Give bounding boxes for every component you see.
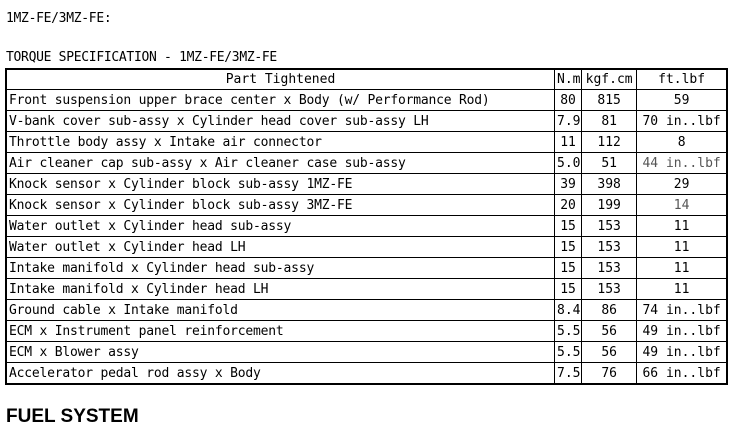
cell-part: V-bank cover sub-assy x Cylinder head cover sub-assy LH <box>6 111 555 132</box>
cell-ft: 59 <box>637 90 727 111</box>
table-row <box>6 153 727 174</box>
table-row <box>6 237 727 258</box>
cell-kgf: 81 <box>582 111 637 132</box>
table-row <box>6 216 727 237</box>
table-row <box>6 300 727 321</box>
cell-ft: 11 <box>637 237 727 258</box>
cell-part: Water outlet x Cylinder head sub-assy <box>6 216 555 237</box>
cell-ft: 14 <box>637 195 727 216</box>
cell-nm: 20 <box>555 195 582 216</box>
cell-nm: 8.4 <box>555 300 582 321</box>
table-row <box>6 258 727 279</box>
cell-nm: 15 <box>555 258 582 279</box>
cell-ft: 11 <box>637 279 727 300</box>
cell-ft: 66 in..lbf <box>637 363 727 385</box>
cell-nm: 80 <box>555 90 582 111</box>
cell-kgf: 153 <box>582 258 637 279</box>
cell-part: Throttle body assy x Intake air connector <box>6 132 555 153</box>
cell-part: Accelerator pedal rod assy x Body <box>6 363 555 385</box>
table-row <box>6 279 727 300</box>
cell-nm: 7.9 <box>555 111 582 132</box>
cell-kgf: 815 <box>582 90 637 111</box>
table-row <box>6 342 727 363</box>
cell-kgf: 76 <box>582 363 637 385</box>
cell-nm: 5.0 <box>555 153 582 174</box>
cell-ft: 29 <box>637 174 727 195</box>
cell-nm: 5.5 <box>555 321 582 342</box>
header-part-tightened: Part Tightened <box>6 69 555 90</box>
cell-part: Air cleaner cap sub-assy x Air cleaner case sub-assy <box>6 153 555 174</box>
cell-part: Intake manifold x Cylinder head LH <box>6 279 555 300</box>
table-row <box>6 174 727 195</box>
table-header-row <box>6 69 727 90</box>
cell-nm: 15 <box>555 216 582 237</box>
cell-nm: 7.5 <box>555 363 582 385</box>
torque-table <box>5 68 728 385</box>
cell-part: ECM x Blower assy <box>6 342 555 363</box>
table-row <box>6 195 727 216</box>
engine-label: 1MZ-FE/3MZ-FE: <box>6 11 112 26</box>
cell-ft: 44 in..lbf <box>637 153 727 174</box>
cell-nm: 39 <box>555 174 582 195</box>
header-ft-lbf: ft.lbf <box>637 69 727 90</box>
cell-part: Intake manifold x Cylinder head sub-assy <box>6 258 555 279</box>
cell-kgf: 86 <box>582 300 637 321</box>
cell-kgf: 199 <box>582 195 637 216</box>
header-kgf-cm: kgf.cm <box>582 69 637 90</box>
table-row <box>6 363 727 385</box>
table-row <box>6 132 727 153</box>
cell-kgf: 56 <box>582 321 637 342</box>
cell-ft: 8 <box>637 132 727 153</box>
cell-kgf: 112 <box>582 132 637 153</box>
cell-kgf: 153 <box>582 237 637 258</box>
cell-ft: 11 <box>637 216 727 237</box>
cell-part: Knock sensor x Cylinder block sub-assy 1MZ-FE <box>6 174 555 195</box>
table-row <box>6 321 727 342</box>
cell-kgf: 153 <box>582 279 637 300</box>
torque-spec-title: TORQUE SPECIFICATION - 1MZ-FE/3MZ-FE <box>6 50 277 65</box>
cell-nm: 15 <box>555 279 582 300</box>
cell-nm: 5.5 <box>555 342 582 363</box>
cell-kgf: 398 <box>582 174 637 195</box>
cell-part: Water outlet x Cylinder head LH <box>6 237 555 258</box>
cell-part: Front suspension upper brace center x Body (w/ Performance Rod) <box>6 90 555 111</box>
table-row <box>6 111 727 132</box>
cell-ft: 49 in..lbf <box>637 321 727 342</box>
cell-ft: 70 in..lbf <box>637 111 727 132</box>
cell-ft: 49 in..lbf <box>637 342 727 363</box>
fuel-system-heading: FUEL SYSTEM <box>6 406 139 427</box>
cell-ft: 11 <box>637 258 727 279</box>
cell-kgf: 153 <box>582 216 637 237</box>
torque-table-body <box>6 90 727 385</box>
table-row <box>6 90 727 111</box>
cell-kgf: 56 <box>582 342 637 363</box>
cell-kgf: 51 <box>582 153 637 174</box>
cell-ft: 74 in..lbf <box>637 300 727 321</box>
cell-part: Knock sensor x Cylinder block sub-assy 3MZ-FE <box>6 195 555 216</box>
cell-part: Ground cable x Intake manifold <box>6 300 555 321</box>
cell-nm: 15 <box>555 237 582 258</box>
cell-part: ECM x Instrument panel reinforcement <box>6 321 555 342</box>
header-nm: N.m <box>555 69 582 90</box>
cell-nm: 11 <box>555 132 582 153</box>
